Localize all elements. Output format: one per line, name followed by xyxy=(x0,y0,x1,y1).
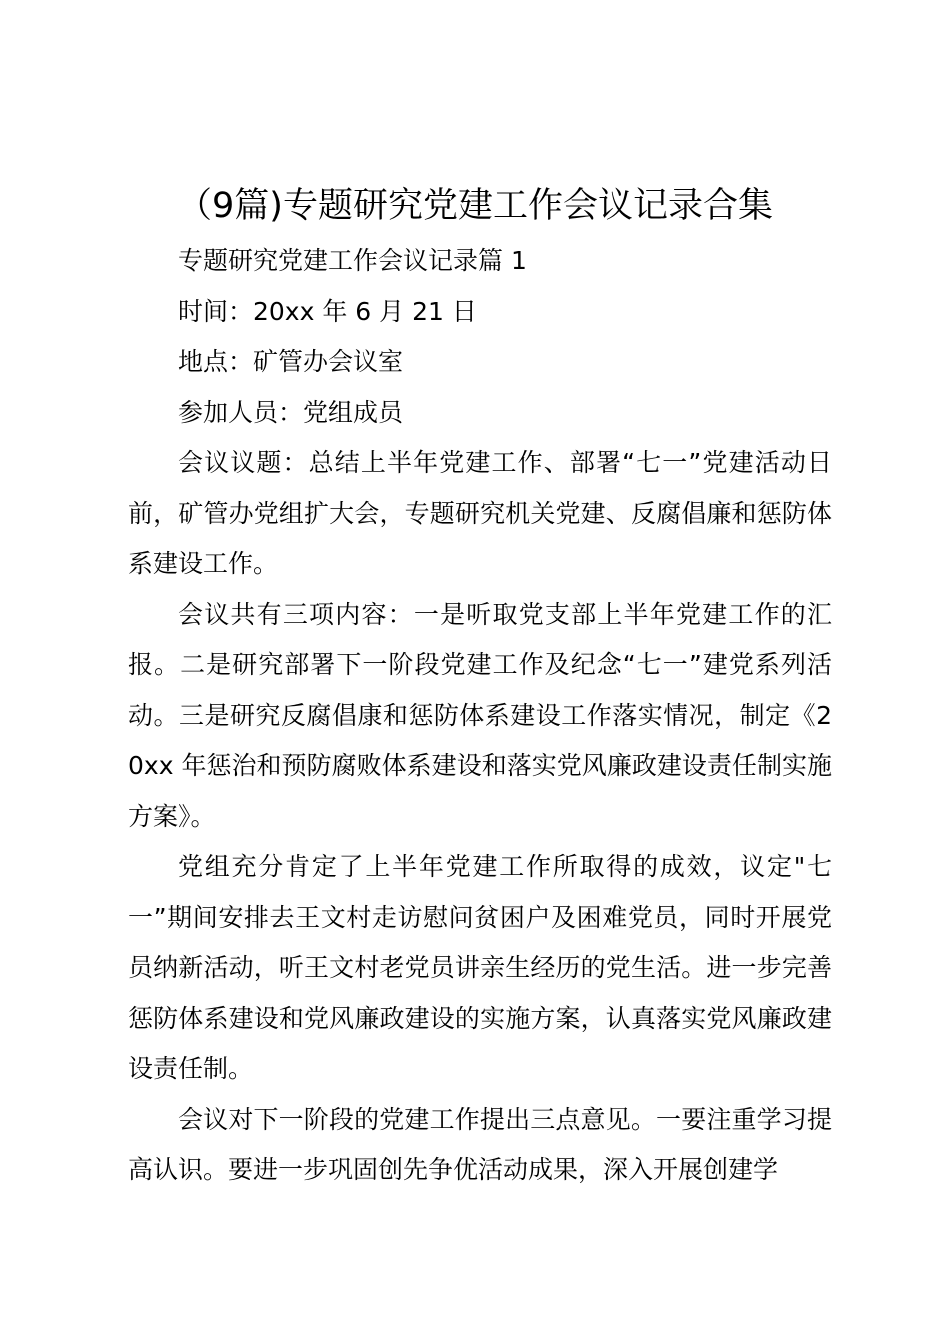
meeting-topic: 会议议题：总结上半年党建工作、部署“七一”党建活动日前，矿管办党组扩大会，专题研究机关党建、反腐倡廉和惩防体系建设工作。 xyxy=(128,448,832,578)
document-body xyxy=(128,236,832,1196)
meeting-time: 时间：20xx 年 6 月 21 日 xyxy=(178,296,477,326)
document-title: （9篇)专题研究党建工作会议记录合集 xyxy=(177,186,773,226)
meeting-contents-paragraph: 会议共有三项内容：一是听取党支部上半年党建工作的汇报。二是研究部署下一阶段党建工作及纪念“七一”建党系列活动。三是研究反腐倡康和惩防体系建设工作落实情况，制定《20xx 年惩治和预防腐败体系建设和落实党风廉政建设责任制实施方案》。 xyxy=(128,599,832,831)
meeting-location: 地点：矿管办会议室 xyxy=(178,347,404,376)
meeting-opinions-paragraph: 会议对下一阶段的党建工作提出三点意见。一要注重学习提高认识。要进一步巩固创先争优活动成果，深入开展创建学 xyxy=(128,1104,832,1184)
section-heading: 专题研究党建工作会议记录篇 1 xyxy=(178,246,527,275)
meeting-decisions-paragraph: 党组充分肯定了上半年党建工作所取得的成效，议定"七一”期间安排去王文村走访慰问贫困户及困难党员，同时开展党员纳新活动，听王文村老党员讲亲生经历的党生活。进一步完善惩防体系建设和党风廉政建设的实施方案，认真落实党风廉政建设责任制。 xyxy=(128,852,832,1083)
meeting-attendees: 参加人员：党组成员 xyxy=(178,397,404,427)
